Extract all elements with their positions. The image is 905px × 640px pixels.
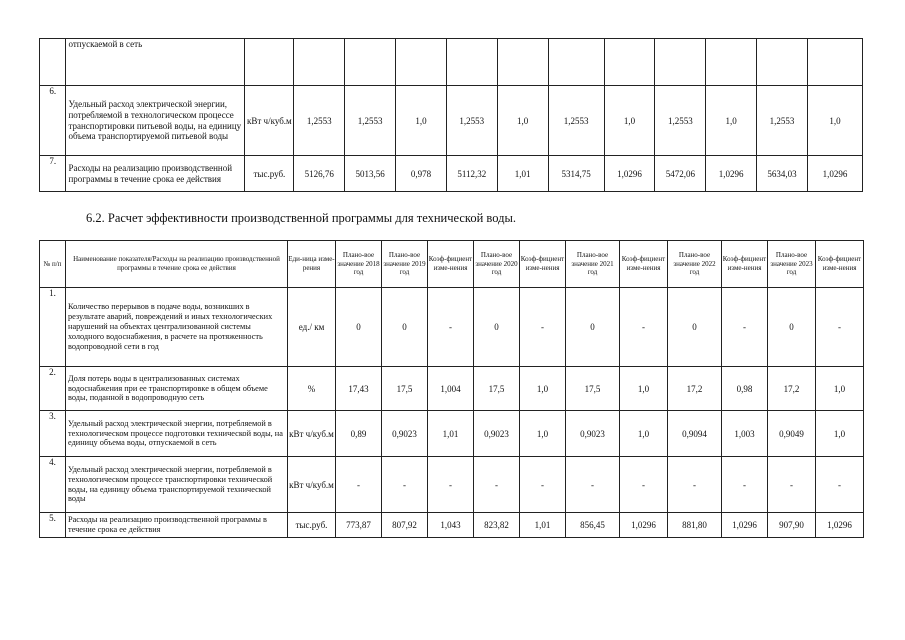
value-cell: 1,0	[396, 86, 447, 156]
technical-water-efficiency-table	[39, 240, 864, 538]
value-cell: 807,92	[382, 513, 428, 538]
row-number: 3.	[40, 411, 66, 457]
value-cell: 17,2	[668, 367, 722, 411]
value-cell: 1,0	[497, 86, 548, 156]
value-cell	[294, 39, 345, 86]
value-cell: 0	[668, 288, 722, 367]
value-cell: 1,0	[620, 411, 668, 457]
value-cell: 1,0	[807, 86, 862, 156]
value-cell: -	[520, 288, 566, 367]
value-cell: -	[816, 457, 864, 513]
value-cell: 1,0	[706, 86, 757, 156]
value-cell: 0	[382, 288, 428, 367]
value-cell: -	[768, 457, 816, 513]
value-cell: -	[382, 457, 428, 513]
indicator-name: Количество перерывов в подаче воды, возникших в результате аварий, повреждений и иных технологических нарушений на объектах централизованной системы холодного водоснабжения, в расчете на протяженность водопроводной сети в год	[66, 288, 288, 367]
value-cell: 1,004	[428, 367, 474, 411]
table-row	[40, 156, 863, 192]
value-cell: 17,5	[474, 367, 520, 411]
value-cell	[807, 39, 862, 86]
unit-cell: кВт ч/куб.м	[288, 411, 336, 457]
column-header: Коэф-фициент изме-нения	[520, 241, 566, 288]
value-cell: 1,0	[816, 411, 864, 457]
row-number: 6.	[40, 86, 66, 156]
table-row	[40, 367, 864, 411]
value-cell: -	[474, 457, 520, 513]
value-cell: 17,5	[382, 367, 428, 411]
value-cell: -	[520, 457, 566, 513]
value-cell: 1,0296	[620, 513, 668, 538]
unit-cell: кВт ч/куб.м	[288, 457, 336, 513]
value-cell: 1,0	[620, 367, 668, 411]
value-cell: -	[428, 288, 474, 367]
table-row	[40, 288, 864, 367]
column-header: Еди-ница изме-рения	[288, 241, 336, 288]
row-number	[40, 39, 66, 86]
value-cell: 881,80	[668, 513, 722, 538]
column-header: Наименование показателя/Расходы на реализацию производственной программы в течение срока ее действия	[66, 241, 288, 288]
value-cell: -	[428, 457, 474, 513]
value-cell: 0,9049	[768, 411, 816, 457]
unit-cell	[245, 39, 294, 86]
indicator-name: Расходы на реализацию производственной программы в течение срока ее действия	[66, 513, 288, 538]
column-header: Плано-вое значение 2021 год	[566, 241, 620, 288]
table-row	[40, 513, 864, 538]
value-cell: -	[816, 288, 864, 367]
value-cell: 0,9023	[382, 411, 428, 457]
value-cell: 1,2553	[757, 86, 808, 156]
value-cell: 5314,75	[548, 156, 604, 192]
value-cell: 17,5	[566, 367, 620, 411]
value-cell: 0	[566, 288, 620, 367]
value-cell: 0,9023	[566, 411, 620, 457]
value-cell: 1,2553	[294, 86, 345, 156]
value-cell: 0,9023	[474, 411, 520, 457]
column-header: Плано-вое значение 2020 год	[474, 241, 520, 288]
value-cell: 0	[336, 288, 382, 367]
column-header: Коэф-фициент изме-нения	[428, 241, 474, 288]
value-cell: -	[722, 288, 768, 367]
value-cell	[757, 39, 808, 86]
value-cell: 1,0296	[722, 513, 768, 538]
value-cell: 1,0	[604, 86, 655, 156]
value-cell: -	[566, 457, 620, 513]
value-cell	[706, 39, 757, 86]
indicator-name: Удельный расход электрической энергии, потребляемой в технологическом процессе транспортировки питьевой воды, на единицу объема транспортируемой питьевой воды	[66, 86, 245, 156]
value-cell: 5013,56	[345, 156, 396, 192]
unit-cell: кВт ч/куб.м	[245, 86, 294, 156]
section-heading: 6.2. Расчет эффективности производственной программы для технической воды.	[86, 211, 517, 225]
unit-cell: тыс.руб.	[288, 513, 336, 538]
value-cell: 17,2	[768, 367, 816, 411]
column-header: Коэф-фициент изме-нения	[816, 241, 864, 288]
indicator-name: Удельный расход электрической энергии, потребляемой в технологическом процессе подготовки технической воды, на единицу объема воды, отпускаемой в сеть	[66, 411, 288, 457]
table-row	[40, 457, 864, 513]
unit-cell: тыс.руб.	[245, 156, 294, 192]
value-cell: -	[620, 288, 668, 367]
value-cell: 17,43	[336, 367, 382, 411]
value-cell	[446, 39, 497, 86]
table-header-row	[40, 241, 864, 288]
water-efficiency-table-continued	[39, 38, 863, 192]
column-header: № п/п	[40, 241, 66, 288]
value-cell: 0,98	[722, 367, 768, 411]
value-cell: 1,0	[520, 411, 566, 457]
value-cell	[497, 39, 548, 86]
row-number: 2.	[40, 367, 66, 411]
row-number: 1.	[40, 288, 66, 367]
value-cell: 773,87	[336, 513, 382, 538]
value-cell: -	[336, 457, 382, 513]
column-header: Плано-вое значение 2023 год	[768, 241, 816, 288]
value-cell: 1,01	[428, 411, 474, 457]
value-cell: 1,01	[520, 513, 566, 538]
value-cell: -	[668, 457, 722, 513]
value-cell: 1,0296	[816, 513, 864, 538]
value-cell: 5112,32	[446, 156, 497, 192]
value-cell: 5634,03	[757, 156, 808, 192]
value-cell: 1,003	[722, 411, 768, 457]
column-header: Плано-вое значение 2018 год	[336, 241, 382, 288]
value-cell: 0,89	[336, 411, 382, 457]
column-header: Коэф-фициент изме-нения	[620, 241, 668, 288]
value-cell	[396, 39, 447, 86]
value-cell: 0	[474, 288, 520, 367]
value-cell: 823,82	[474, 513, 520, 538]
value-cell: 5472,06	[655, 156, 706, 192]
value-cell: 5126,76	[294, 156, 345, 192]
value-cell: 0,9094	[668, 411, 722, 457]
value-cell: 0	[768, 288, 816, 367]
indicator-name: Доля потерь воды в централизованных системах водоснабжения при ее транспортировке в общем объеме воды, поданной в водопроводную сеть	[66, 367, 288, 411]
value-cell: 1,2553	[446, 86, 497, 156]
value-cell: 1,0296	[604, 156, 655, 192]
unit-cell: %	[288, 367, 336, 411]
unit-cell: ед./ км	[288, 288, 336, 367]
value-cell: 1,0	[816, 367, 864, 411]
value-cell: 856,45	[566, 513, 620, 538]
value-cell: -	[722, 457, 768, 513]
row-number: 4.	[40, 457, 66, 513]
value-cell: 1,2553	[655, 86, 706, 156]
column-header: Плано-вое значение 2022 год	[668, 241, 722, 288]
row-number: 5.	[40, 513, 66, 538]
row-number: 7.	[40, 156, 66, 192]
value-cell: 1,043	[428, 513, 474, 538]
column-header: Плано-вое значение 2019 год	[382, 241, 428, 288]
value-cell	[345, 39, 396, 86]
table-row	[40, 411, 864, 457]
value-cell: 1,0	[520, 367, 566, 411]
value-cell: 1,0296	[807, 156, 862, 192]
value-cell: 1,2553	[548, 86, 604, 156]
indicator-name: отпускаемой в сеть	[66, 39, 245, 86]
value-cell: -	[620, 457, 668, 513]
value-cell: 1,2553	[345, 86, 396, 156]
value-cell	[548, 39, 604, 86]
column-header: Коэф-фициент изме-нения	[722, 241, 768, 288]
table-row	[40, 39, 863, 86]
indicator-name: Удельный расход электрической энергии, потребляемой в технологическом процессе транспортировки технической воды, на единицу объема транспортируемой технической воды	[66, 457, 288, 513]
value-cell: 0,978	[396, 156, 447, 192]
value-cell	[604, 39, 655, 86]
value-cell: 907,90	[768, 513, 816, 538]
value-cell: 1,0296	[706, 156, 757, 192]
table-row	[40, 86, 863, 156]
value-cell	[655, 39, 706, 86]
indicator-name: Расходы на реализацию производственной программы в течение срока ее действия	[66, 156, 245, 192]
value-cell: 1,01	[497, 156, 548, 192]
